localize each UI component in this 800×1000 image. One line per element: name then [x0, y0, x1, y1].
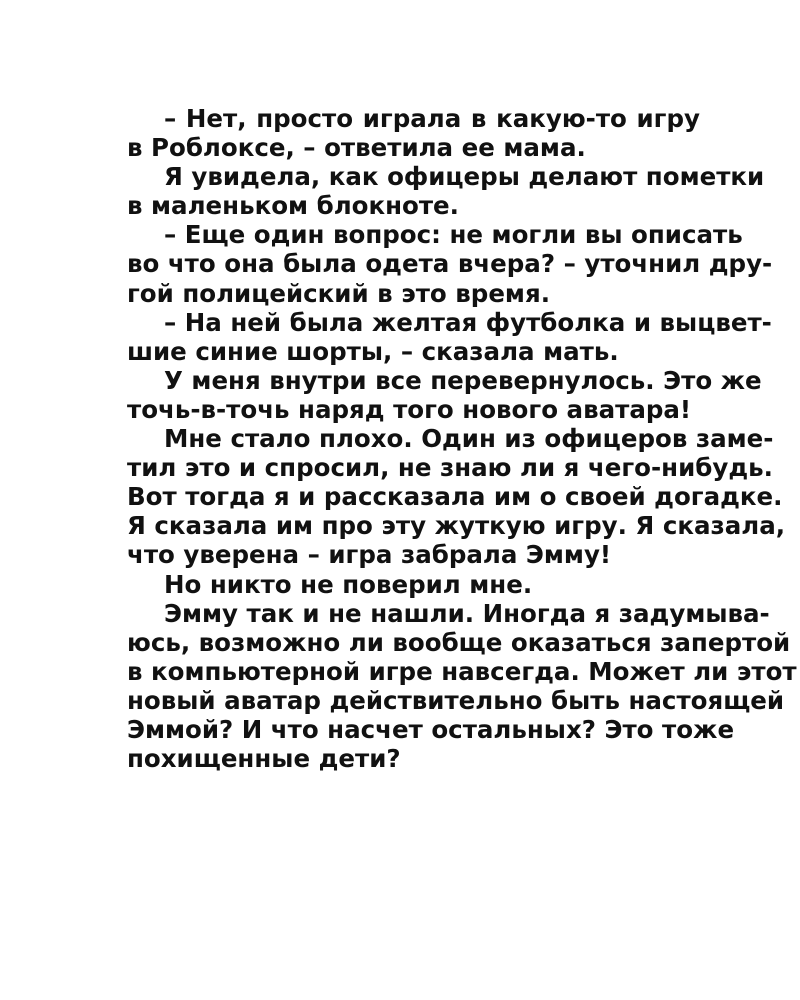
paragraph: [90, 104, 700, 162]
text-line: точь-в-точь наряд того нового аватара!: [127, 394, 692, 424]
text-line: – Нет, просто играла в какую-то игру: [164, 104, 700, 133]
text-line: шие синие шорты, – сказала мать.: [127, 336, 619, 366]
text-line: – Еще один вопрос: не могли вы описать: [164, 220, 743, 250]
text-line: Но никто не поверил мне.: [164, 569, 533, 599]
paragraph: [90, 365, 762, 424]
text-line: Эммой? И что насчет остальных? Это тоже: [127, 714, 735, 744]
text-line: похищенные дети?: [127, 744, 401, 774]
paragraph: [90, 598, 797, 774]
paragraph: [90, 162, 765, 221]
text-line: Эмму так и не нашли. Иногда я задумыва-: [164, 598, 770, 628]
book-page-text: [90, 104, 797, 774]
text-line: во что она была одета вчера? – уточнил дру-: [127, 249, 773, 279]
text-line: Я сказала им про эту жуткую игру. Я сказала,: [127, 511, 786, 541]
text-line: тил это и спросил, не знаю ли я чего-нибудь.: [127, 453, 773, 483]
paragraph: [90, 424, 786, 570]
text-line: Мне стало плохо. Один из офицеров заме-: [164, 424, 774, 454]
paragraph: [90, 220, 773, 308]
text-line: У меня внутри все перевернулось. Это же: [164, 365, 762, 395]
text-line: Я увидела, как офицеры делают пометки: [164, 162, 765, 192]
text-line: в маленьком блокноте.: [127, 191, 459, 221]
paragraph: [90, 307, 772, 366]
paragraph: [90, 570, 700, 599]
text-line: Вот тогда я и рассказала им о своей догадке.: [127, 482, 783, 512]
text-line: – На ней была желтая футболка и выцвет-: [164, 307, 772, 337]
text-line: новый аватар действительно быть настоящей: [127, 685, 785, 715]
text-line: юсь, возможно ли вообще оказаться запертой: [127, 627, 791, 657]
text-line: что уверена – игра забрала Эмму!: [127, 540, 612, 570]
text-line: гой полицейский в это время.: [127, 278, 550, 308]
text-line: в Роблоксе, – ответила ее мама.: [127, 133, 586, 163]
text-line: в компьютерной игре навсегда. Может ли этот: [127, 656, 797, 686]
